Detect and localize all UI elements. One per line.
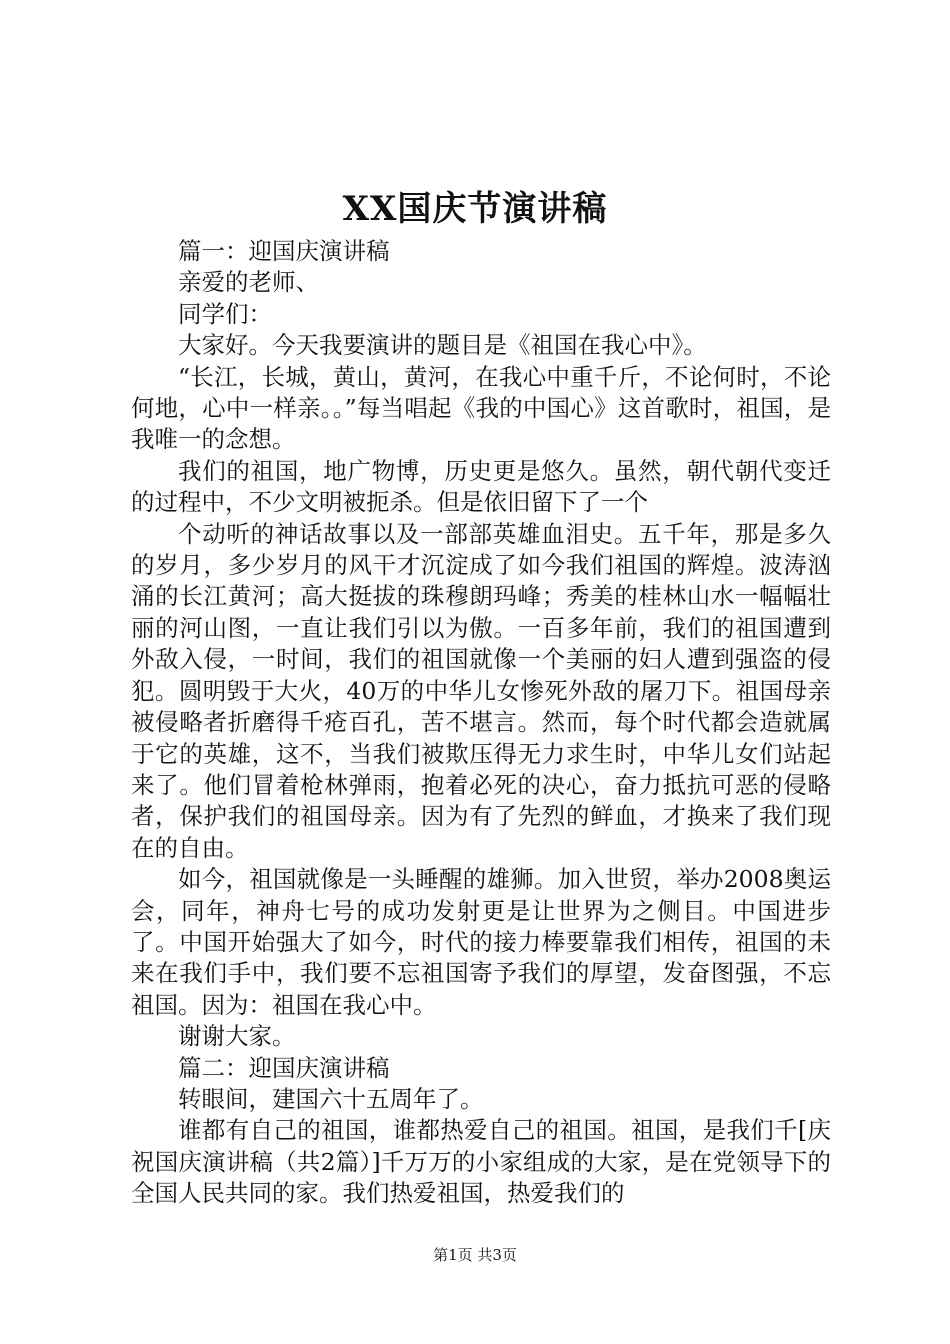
paragraph: 谁都有自己的祖国，谁都热爱自己的祖国。祖国，是我们千[庆祝国庆演讲稿（共2篇）]千万万的小家组成的大家，是在党领导下的全国人民共同的家。我们热爱祖国，热爱我们的 — [131, 1116, 831, 1208]
paragraph: 篇二：迎国庆演讲稿 — [178, 1053, 390, 1082]
paragraph: 个动听的神话故事以及一部部英雄血泪史。五千年，那是多久的岁月，多少岁月的风干才沉淀成了如今我们祖国的辉煌。波涛汹涌的长江黄河；高大挺拔的珠穆朗玛峰；秀美的桂林山水一幅幅壮丽的河山图，一直让我们引以为傲。一百多年前，我们的祖国遭到外敌入侵，一时间，我们的祖国就像一个美丽的妇人遭到强盗的侵犯。圆明毁于大火，40万的中华儿女惨死外敌的屠刀下。祖国母亲被侵略者折磨得千疮百孔，苦不堪言。然而，每个时代都会造就属于它的英雄，这不，当我们被欺压得无力求生时，中华儿女们站起来了。他们冒着枪林弹雨，抱着必死的决心，奋力抵抗可恶的侵略者，保护我们的祖国母亲。因为有了先烈的鲜血，才换来了我们现在的自由。 — [131, 519, 831, 862]
paragraph: “长江，长城，黄山，黄河，在我心中重千斤，不论何时，不论何地，心中一样亲。。”每当唱起《我的中国心》这首歌时，祖国，是我唯一的念想。 — [131, 362, 831, 454]
paragraph: 谢谢大家。 — [178, 1022, 296, 1051]
document-title: XX国庆节演讲稿 — [342, 189, 608, 229]
paragraph: 如今，祖国就像是一头睡醒的雄狮。加入世贸，举办2008奥运会，同年，神舟七号的成功发射更是让世界为之侧目。中国进步了。中国开始强大了如今，时代的接力棒要靠我们相传，祖国的未来在我们手中，我们要不忘祖国寄予我们的厚望，发奋图强，不忘祖国。因为：祖国在我心中。 — [131, 865, 831, 1019]
paragraph: 同学们： — [178, 299, 272, 328]
page-number-footer: 第1页 共3页 — [433, 1246, 517, 1264]
paragraph: 转眼间，建国六十五周年了。 — [178, 1084, 484, 1113]
paragraph: 篇一：迎国庆演讲稿 — [178, 237, 390, 265]
document-body — [131, 236, 831, 1210]
paragraph: 大家好。今天我要演讲的题目是《祖国在我心中》。 — [178, 331, 707, 360]
paragraph: 亲爱的老师、 — [178, 268, 319, 297]
paragraph: 我们的祖国，地广物博，历史更是悠久。虽然，朝代朝代变迁的过程中，不少文明被扼杀。但是依旧留下了一个 — [131, 456, 831, 517]
